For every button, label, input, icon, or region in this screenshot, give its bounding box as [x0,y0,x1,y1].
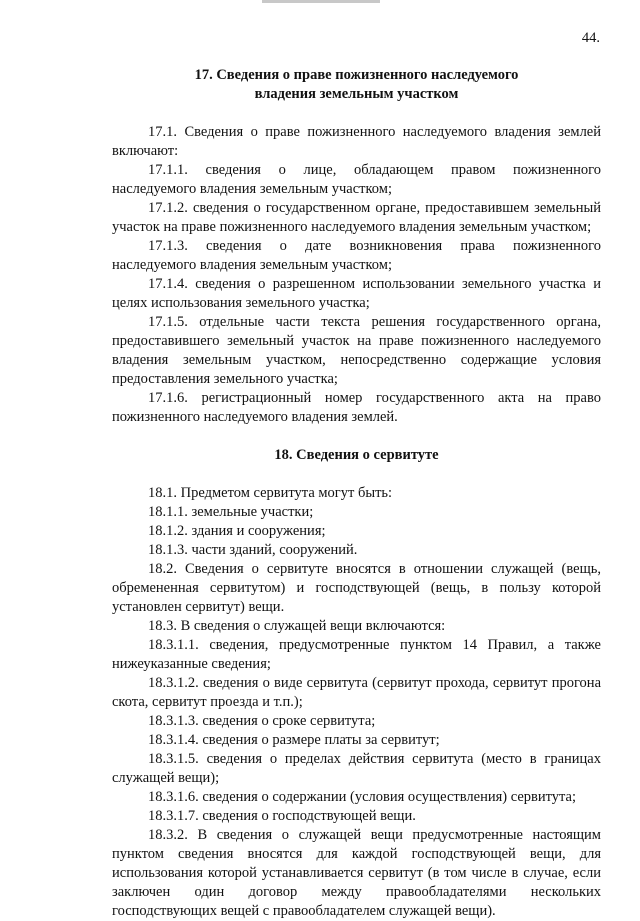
paragraph-18-1-1: 18.1.1. земельные участки; [148,504,314,520]
paragraph-18-3-1-2: 18.3.1.2. сведения о виде сервитута (сервитут прохода, сервитут прогона скота, сервитут проезда и т.п.); [112,675,601,710]
paragraph-18-3-1-3: 18.3.1.3. сведения о сроке сервитута; [148,713,376,729]
paragraph-18-3-1-4: 18.3.1.4. сведения о размере платы за сервитут; [148,732,440,748]
paragraph-18-1-2: 18.1.2. здания и сооружения; [148,523,326,539]
paragraph-17-1: 17.1. Сведения о праве пожизненного наследуемого владения землей включают: [112,124,601,159]
paragraph-17-1-6: 17.1.6. регистрационный номер государственного акта на право пожизненного наследуемого владения землей. [112,390,601,425]
paragraph-18-2: 18.2. Сведения о сервитуте вносятся в отношении служащей (вещь, обремененная сервитутом) и господствующей (вещь, в пользу которой установлен сервитут) вещи. [112,561,601,615]
paragraph-18-3: 18.3. В сведения о служащей вещи включаются: [148,618,446,634]
paragraph-18-3-1-6: 18.3.1.6. сведения о содержании (условия осуществления) сервитута; [148,789,576,805]
section-18-heading: 18. Сведения о сервитуте [274,447,439,463]
paragraph-18-3-1-5: 18.3.1.5. сведения о пределах действия сервитута (место в границах служащей вещи); [112,751,601,786]
paragraph-18-3-2: 18.3.2. В сведения о служащей вещи предусмотренные настоящим пунктом сведения вносятся для каждой господствующей вещи, для использования которой устанавливается сервитут (в том числе в случае, если заключен один договор между правообладателями нескольких господствующих вещей с правообладателем служащей вещи). [112,827,601,919]
paragraph-17-1-3: 17.1.3. сведения о дате возникновения права пожизненного наследуемого владения земельным участком; [112,238,601,273]
document-body [112,66,601,921]
paragraph-17-1-2: 17.1.2. сведения о государственном органе, предоставившем земельный участок на праве пожизненного наследуемого владения земельным участком; [112,200,601,235]
section-17-title-line-1: 17. Сведения о праве пожизненного наследуемого [194,67,519,83]
paragraph-17-1-5: 17.1.5. отдельные части текста решения государственного органа, предоставившего земельный участок на праве пожизненного наследуемого владения земельным участком, непосредственно содержащие условия предоставления земельного участка; [112,314,601,387]
section-17-title-line-2: владения земельным участком [254,86,459,102]
paragraph-18-3-1-1: 18.3.1.1. сведения, предусмотренные пунктом 14 Правил, а также нижеуказанные сведения; [112,637,601,672]
paragraph-18-1-3: 18.1.3. части зданий, сооружений. [148,542,358,558]
paragraph-17-1-1: 17.1.1. сведения о лице, обладающем правом пожизненного наследуемого владения земельным участком; [112,162,601,197]
scan-edge-mark [262,0,380,3]
paragraph-17-1-4: 17.1.4. сведения о разрешенном использовании земельного участка и целях использования земельного участка; [112,276,601,311]
page-number: 44. [581,30,600,46]
section-17-heading [112,66,601,104]
paragraph-18-3-1-7: 18.3.1.7. сведения о господствующей вещи. [148,808,416,824]
paragraph-18-1: 18.1. Предметом сервитута могут быть: [148,485,393,501]
